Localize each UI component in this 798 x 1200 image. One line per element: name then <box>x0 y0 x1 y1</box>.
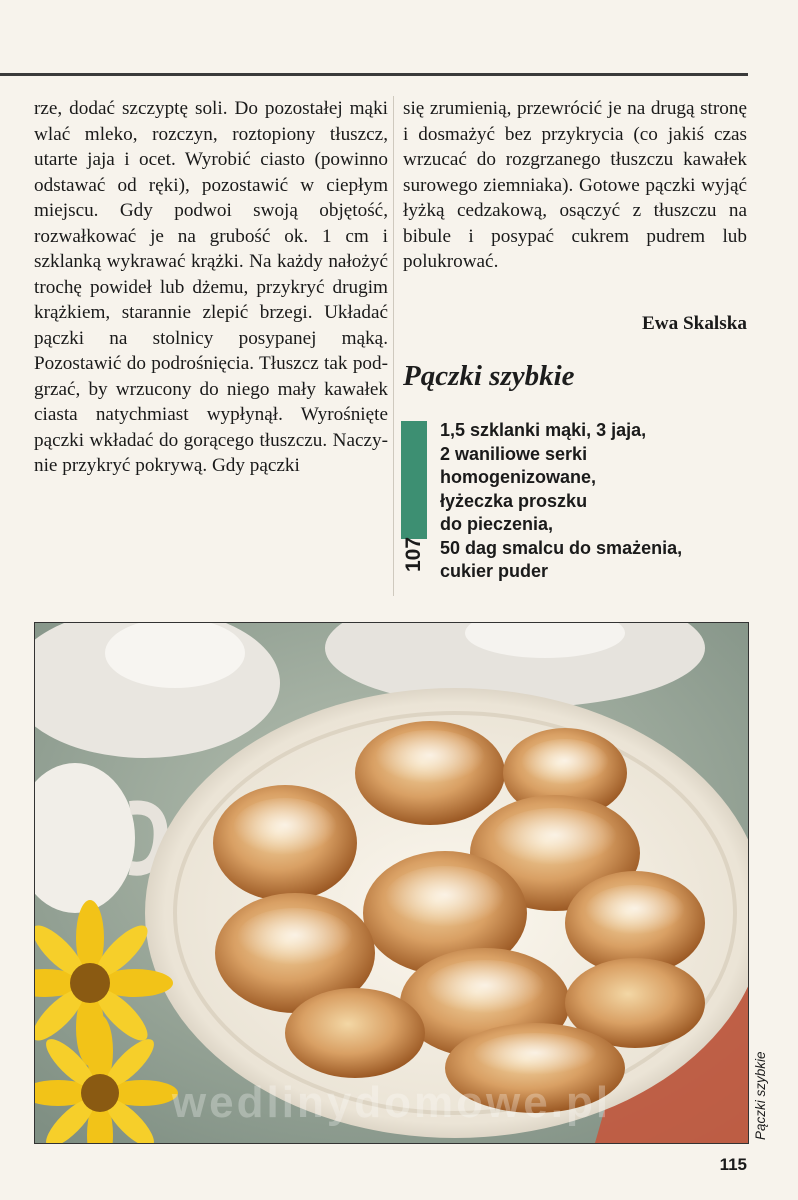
column-divider <box>393 96 394 596</box>
page-number: 115 <box>719 1155 747 1174</box>
ingredient-line: 50 dag smalcu do smażenia, <box>440 537 683 558</box>
photo-watermark: wedlinydomowe.pl <box>171 1078 612 1127</box>
ingredient-line: cukier puder <box>440 561 549 581</box>
recipe-number: 107 <box>402 536 425 572</box>
top-rule <box>0 73 748 76</box>
recipe-photo <box>34 622 749 1144</box>
right-text-column: się zrumienią, przewrócić je na drugą stronę i dosmażyć bez przykrycia (co jakiś czas wrzucać do rozgrzanego tłuszczu kawałek surowego ziemniaka). Gotowe pączki wyjąć łyżką cedzakową, osączyć z tłuszczu na bibule i posypać cukrem pudrem lub polukrować. <box>403 98 747 272</box>
ingredient-line: 1,5 szklanki mąki, 3 jaja, <box>440 420 647 440</box>
ingredient-line: homogenizowane, <box>440 467 597 487</box>
ingredient-list <box>440 419 745 584</box>
ingredient-line: 2 waniliowe serki <box>440 443 588 464</box>
donut-plate-illustration <box>35 623 748 1143</box>
author-name: Ewa Skalska <box>641 313 747 334</box>
side-caption: Pączki szybkie <box>753 1051 768 1140</box>
ingredient-line: do pieczenia, <box>440 514 554 534</box>
recipe-title: Pączki szybkie <box>403 360 575 392</box>
ingredient-line: łyżeczka proszku <box>440 490 588 511</box>
left-text-column: rze, dodać szczyptę soli. Do pozostałej mąki wlać mleko, rozczyn, roztopiony tłuszcz, utarte jaja i ocet. Wyrobić ciasto (powinno odstawać od ręki), pozostawić w ciepłym miejscu. Gdy podwoi swoją objętość, rozwałkować je na grubość ok. 1 cm i szklanką wykrawać krążki. Na każdy nałożyć trochę powideł lub dżemu, przykryć drugim krążkiem, starannie zlepić brzegi. Układać pączki na stolnicy posypanej mąką. Pozostawić do podrośnięcia. Tłuszcz tak podgrzać, by wrzucony do niego mały kawałek ciasta natychmiast wypłynął. Wyrośnięte pączki wkładać do gorącego tłuszczu. Naczynie przykryć pokrywą. Gdy pączki <box>34 98 388 476</box>
